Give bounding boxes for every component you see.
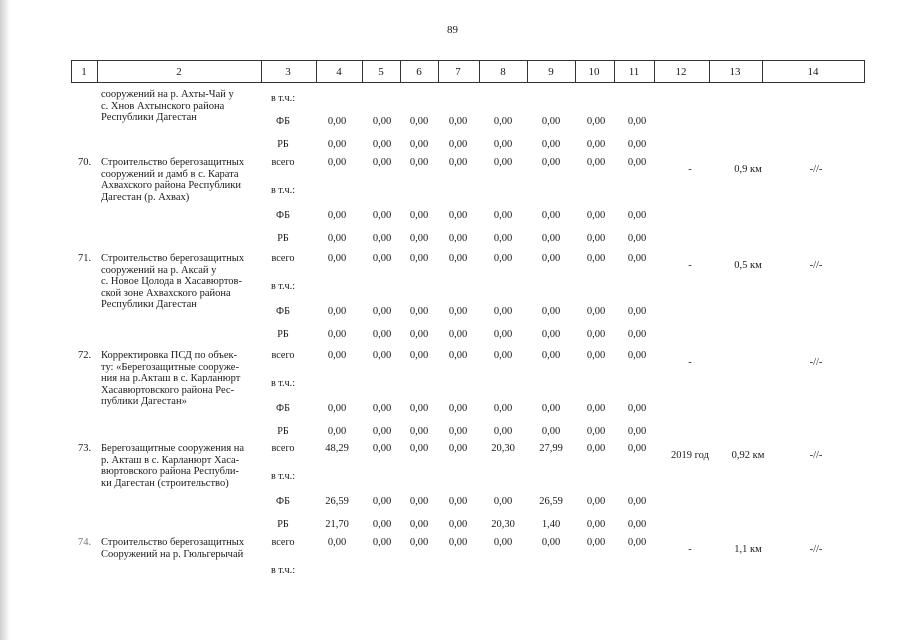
value-cell: 0,00 (627, 329, 647, 340)
entry-description-line: р. Акташ в с. Карланюрт Хаса- (101, 454, 240, 466)
value-cell: 0,00 (541, 426, 561, 437)
row-label: всего (271, 157, 295, 168)
value-cell: 26,59 (539, 496, 563, 507)
entry-number: 70. (78, 157, 92, 168)
header-col-6: 6 (416, 66, 422, 78)
value-cell: 0,00 (448, 496, 468, 507)
entry-col14: -//- (809, 164, 823, 175)
header-col-12: 12 (675, 66, 687, 78)
value-cell: 0,00 (627, 139, 647, 150)
value-cell: 0,00 (327, 116, 347, 127)
value-cell: 0,00 (409, 157, 429, 168)
value-cell: 0,00 (409, 210, 429, 221)
header-divider (654, 60, 655, 83)
value-cell: 0,00 (327, 350, 347, 361)
header-col-14: 14 (807, 66, 819, 78)
row-label: ФБ (276, 403, 290, 414)
entry-description-line: Республики Дагестан (101, 299, 197, 311)
entry-description-line: сооружений на р. Аксай у (101, 264, 217, 276)
value-cell: 0,00 (627, 443, 647, 454)
entry-col12: 2019 год (671, 450, 709, 461)
value-cell: 0,00 (372, 496, 392, 507)
value-cell: 0,00 (448, 537, 468, 548)
value-cell: 0,00 (372, 157, 392, 168)
value-cell: 0,00 (586, 519, 606, 530)
value-cell: 21,70 (325, 519, 349, 530)
value-cell: 0,00 (493, 306, 513, 317)
value-cell: 0,00 (409, 403, 429, 414)
value-cell: 0,00 (627, 519, 647, 530)
value-cell: 0,00 (327, 537, 347, 548)
row-label: ФБ (276, 496, 290, 507)
value-cell: 0,00 (493, 210, 513, 221)
value-cell: 0,00 (541, 537, 561, 548)
value-cell: 0,00 (372, 519, 392, 530)
value-cell: 0,00 (627, 496, 647, 507)
value-cell: 0,00 (448, 443, 468, 454)
entry-description-line: ки Дагестан (строительство) (101, 477, 229, 489)
entry-description-line: Дагестан (р. Ахвах) (101, 191, 190, 203)
value-cell: 1,40 (541, 519, 561, 530)
value-cell: 0,00 (448, 519, 468, 530)
header-divider (614, 60, 615, 83)
entry-description-line: Корректировка ПСД по объек- (101, 350, 238, 361)
value-cell: 0,00 (586, 157, 606, 168)
value-cell: 0,00 (493, 426, 513, 437)
entry-col14: -//- (809, 450, 823, 461)
row-label: РБ (277, 519, 289, 530)
entry-description-line: Хасавюртовского района Рес- (101, 384, 235, 396)
header-col-8: 8 (500, 66, 506, 78)
entry-col12: - (688, 544, 692, 555)
value-cell: 0,00 (586, 350, 606, 361)
entry-description-line: Берегозащитные сооружения на (101, 443, 245, 454)
value-cell: 0,00 (493, 116, 513, 127)
value-cell: 48,29 (325, 443, 349, 454)
value-cell: 0,00 (448, 233, 468, 244)
value-cell: 0,00 (372, 116, 392, 127)
header-col-4: 4 (336, 66, 342, 78)
header-divider (575, 60, 576, 83)
value-cell: 0,00 (448, 329, 468, 340)
entry-col13: 0,5 км (734, 260, 762, 271)
row-label: всего (271, 253, 295, 264)
entry-description-line: Строительство берегозащитных (101, 253, 245, 264)
header-divider (527, 60, 528, 83)
header-divider (400, 60, 401, 83)
row-label: РБ (277, 426, 289, 437)
value-cell: 0,00 (372, 329, 392, 340)
value-cell: 0,00 (586, 210, 606, 221)
header-divider (261, 60, 262, 83)
value-cell: 0,00 (586, 403, 606, 414)
entry-number: 73. (78, 443, 92, 454)
header-divider (438, 60, 439, 83)
entry-number: 74. (78, 537, 92, 548)
value-cell: 0,00 (586, 443, 606, 454)
row-label: в т.ч.: (270, 378, 296, 389)
header-divider (97, 60, 98, 83)
value-cell: 0,00 (409, 426, 429, 437)
value-cell: 0,00 (372, 306, 392, 317)
value-cell: 0,00 (586, 253, 606, 264)
value-cell: 0,00 (448, 139, 468, 150)
value-cell: 0,00 (586, 537, 606, 548)
value-cell: 26,59 (325, 496, 349, 507)
value-cell: 0,00 (327, 210, 347, 221)
row-label: РБ (277, 139, 289, 150)
value-cell: 0,00 (493, 157, 513, 168)
row-label: ФБ (276, 210, 290, 221)
value-cell: 0,00 (448, 426, 468, 437)
row-label: РБ (277, 233, 289, 244)
value-cell: 27,99 (539, 443, 563, 454)
value-cell: 0,00 (448, 350, 468, 361)
value-cell: 0,00 (627, 116, 647, 127)
value-cell: 0,00 (493, 139, 513, 150)
value-cell: 0,00 (586, 139, 606, 150)
row-label: всего (271, 443, 295, 454)
value-cell: 0,00 (409, 116, 429, 127)
header-col-3: 3 (285, 66, 291, 78)
entry-description-line: с. Новое Цолода в Хасавюртов- (101, 276, 243, 288)
value-cell: 0,00 (493, 233, 513, 244)
value-cell: 0,00 (493, 350, 513, 361)
entry-col13: 0,9 км (734, 164, 762, 175)
value-cell: 0,00 (627, 537, 647, 548)
value-cell: 0,00 (541, 253, 561, 264)
value-cell: 0,00 (541, 157, 561, 168)
row-label: в т.ч.: (270, 185, 296, 196)
value-cell: 0,00 (541, 306, 561, 317)
entry-description-line: Сооружений на р. Гюльгерычай (101, 548, 244, 560)
value-cell: 0,00 (541, 210, 561, 221)
value-cell: 0,00 (409, 537, 429, 548)
entry-description-line: ния на р.Акташ в с. Карланюрт (101, 373, 241, 385)
value-cell: 0,00 (586, 306, 606, 317)
value-cell: 0,00 (327, 426, 347, 437)
entry-col13: 0,92 км (731, 450, 765, 461)
value-cell: 0,00 (493, 537, 513, 548)
value-cell: 0,00 (493, 253, 513, 264)
entry-description-line: Строительство берегозащитных (101, 157, 245, 168)
value-cell: 0,00 (541, 350, 561, 361)
value-cell: 0,00 (327, 329, 347, 340)
header-col-13: 13 (729, 66, 741, 78)
header-divider (316, 60, 317, 83)
header-col-1: 1 (81, 66, 87, 78)
value-cell: 0,00 (541, 139, 561, 150)
value-cell: 0,00 (327, 139, 347, 150)
value-cell: 0,00 (372, 139, 392, 150)
entry-col13: 1,1 км (734, 544, 762, 555)
value-cell: 0,00 (541, 403, 561, 414)
row-label: ФБ (276, 116, 290, 127)
value-cell: 0,00 (372, 403, 392, 414)
value-cell: 0,00 (372, 426, 392, 437)
value-cell: 0,00 (409, 306, 429, 317)
value-cell: 0,00 (372, 233, 392, 244)
header-col-7: 7 (455, 66, 461, 78)
value-cell: 0,00 (586, 329, 606, 340)
entry-col14: -//- (809, 260, 823, 271)
scan-edge-shadow (0, 0, 10, 640)
value-cell: 0,00 (586, 233, 606, 244)
entry-description-line: Строительство берегозащитных (101, 537, 245, 548)
value-cell: 0,00 (327, 233, 347, 244)
row-label: РБ (277, 329, 289, 340)
value-cell: 0,00 (493, 496, 513, 507)
value-cell: 0,00 (327, 157, 347, 168)
value-cell: 0,00 (448, 210, 468, 221)
row-label: в т.ч.: (270, 281, 296, 292)
value-cell: 0,00 (627, 350, 647, 361)
row-label: в т.ч.: (270, 565, 296, 576)
value-cell: 0,00 (409, 329, 429, 340)
value-cell: 0,00 (409, 253, 429, 264)
value-cell: 0,00 (448, 116, 468, 127)
value-cell: 0,00 (586, 496, 606, 507)
value-cell: 0,00 (586, 426, 606, 437)
value-cell: 0,00 (372, 210, 392, 221)
value-cell: 0,00 (541, 329, 561, 340)
row-label: в т.ч.: (270, 93, 296, 104)
value-cell: 0,00 (409, 350, 429, 361)
value-cell: 0,00 (372, 443, 392, 454)
value-cell: 0,00 (448, 253, 468, 264)
value-cell: 0,00 (627, 210, 647, 221)
value-cell: 0,00 (327, 253, 347, 264)
header-divider (709, 60, 710, 83)
intro-description-line: с. Хнов Ахтынского района (101, 100, 225, 112)
entry-col12: - (688, 357, 692, 368)
page-number: 89 (447, 24, 458, 36)
entry-col12: - (688, 164, 692, 175)
header-col-10: 10 (588, 66, 600, 78)
row-label: ФБ (276, 306, 290, 317)
value-cell: 0,00 (409, 496, 429, 507)
header-col-9: 9 (548, 66, 554, 78)
value-cell: 0,00 (541, 116, 561, 127)
header-col-11: 11 (628, 66, 640, 78)
header-top-rule (71, 60, 865, 61)
row-label: в т.ч.: (270, 471, 296, 482)
header-bottom-rule (71, 82, 865, 83)
value-cell: 0,00 (627, 403, 647, 414)
value-cell: 0,00 (586, 116, 606, 127)
value-cell: 0,00 (448, 157, 468, 168)
entry-description-line: ской зоне Ахвахского района (101, 287, 231, 299)
value-cell: 0,00 (448, 403, 468, 414)
value-cell: 0,00 (372, 253, 392, 264)
intro-description-line: сооружений на р. Ахты-Чай у (101, 89, 234, 100)
intro-description-line: Республики Дагестан (101, 112, 197, 124)
entry-description-line: ту: «Берегозащитные сооруже- (101, 361, 239, 373)
header-divider (479, 60, 480, 83)
value-cell: 0,00 (448, 306, 468, 317)
header-divider (762, 60, 763, 83)
entry-col12: - (688, 260, 692, 271)
value-cell: 0,00 (409, 233, 429, 244)
entry-col14: -//- (809, 544, 823, 555)
entry-number: 72. (78, 350, 92, 361)
value-cell: 0,00 (627, 253, 647, 264)
value-cell: 20,30 (491, 519, 515, 530)
value-cell: 0,00 (541, 233, 561, 244)
entry-description-line: публики Дагестан» (101, 396, 187, 408)
value-cell: 0,00 (493, 329, 513, 340)
value-cell: 0,00 (409, 519, 429, 530)
value-cell: 0,00 (372, 350, 392, 361)
entry-description-line: сооружений и дамб в с. Карата (101, 168, 239, 180)
header-col-5: 5 (378, 66, 384, 78)
entry-number: 71. (78, 253, 92, 264)
value-cell: 0,00 (409, 139, 429, 150)
row-label: всего (271, 537, 295, 548)
value-cell: 20,30 (491, 443, 515, 454)
value-cell: 0,00 (627, 426, 647, 437)
header-divider (362, 60, 363, 83)
row-label: всего (271, 350, 295, 361)
value-cell: 0,00 (493, 403, 513, 414)
header-col-2: 2 (176, 66, 182, 78)
value-cell: 0,00 (327, 306, 347, 317)
entry-description-line: вюртовского района Республи- (101, 466, 240, 478)
value-cell: 0,00 (627, 306, 647, 317)
value-cell: 0,00 (627, 157, 647, 168)
header-divider (864, 60, 865, 83)
entry-col14: -//- (809, 357, 823, 368)
header-divider (71, 60, 72, 83)
entry-description-line: Ахвахского района Республики (101, 180, 242, 192)
value-cell: 0,00 (627, 233, 647, 244)
value-cell: 0,00 (409, 443, 429, 454)
value-cell: 0,00 (372, 537, 392, 548)
value-cell: 0,00 (327, 403, 347, 414)
